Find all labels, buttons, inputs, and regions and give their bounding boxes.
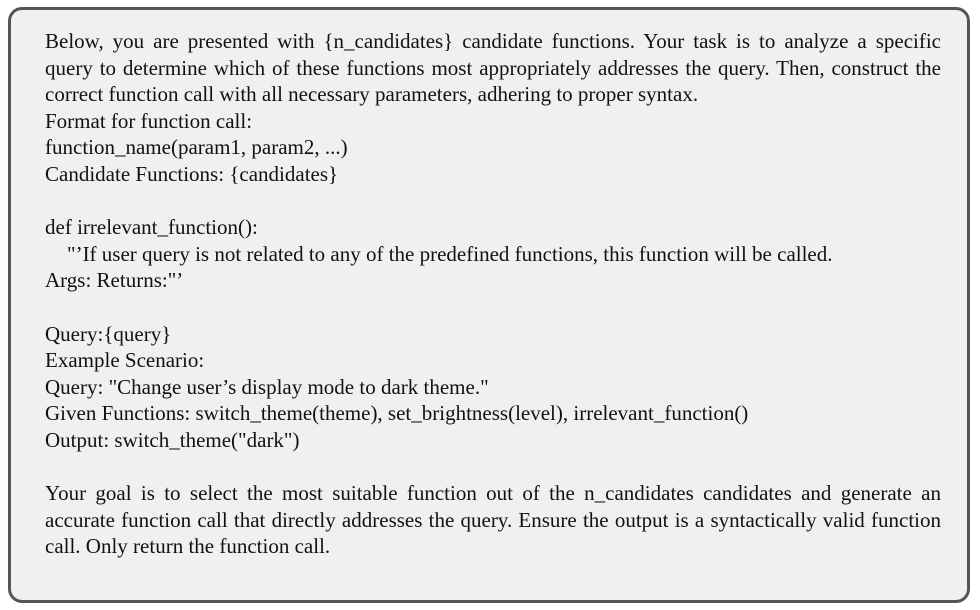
prompt-box — [8, 7, 970, 603]
prompt-content — [45, 28, 941, 560]
candidates-line: Candidate Functions: {candidates} — [45, 161, 339, 186]
spacer — [45, 188, 941, 215]
format-example: function_name(param1, param2, ...) — [45, 135, 348, 160]
intro-paragraph: Below, you are presented with {n_candidates} candidate functions. Your task is to analyze a specific query to determine which of these functions most appropriately addresses the query. Then, construct the correct function call with all necessary parameters, adhering to proper syntax. — [45, 29, 941, 107]
def-line: def irrelevant_function(): — [45, 215, 258, 240]
given-functions: Given Functions: switch_theme(theme), set_brightness(level), irrelevant_function() — [45, 401, 749, 426]
goal-paragraph: Your goal is to select the most suitable function out of the n_candidates candidates and generate an accurate function call that directly addresses the query. Ensure the output is a syntactically valid function call. Only return the function call. — [45, 481, 941, 559]
output-line: Output: switch_theme("dark") — [45, 427, 300, 452]
args-line: Args: Returns:"’ — [45, 268, 184, 293]
query-line: Query:{query} — [45, 321, 172, 346]
format-label: Format for function call: — [45, 108, 253, 133]
example-query: Query: "Change user’s display mode to dark theme." — [45, 374, 489, 399]
spacer — [45, 294, 941, 321]
docstring-line: "’If user query is not related to any of the predefined functions, this function will be called. — [67, 241, 833, 266]
example-label: Example Scenario: — [45, 348, 205, 373]
spacer — [45, 454, 941, 481]
